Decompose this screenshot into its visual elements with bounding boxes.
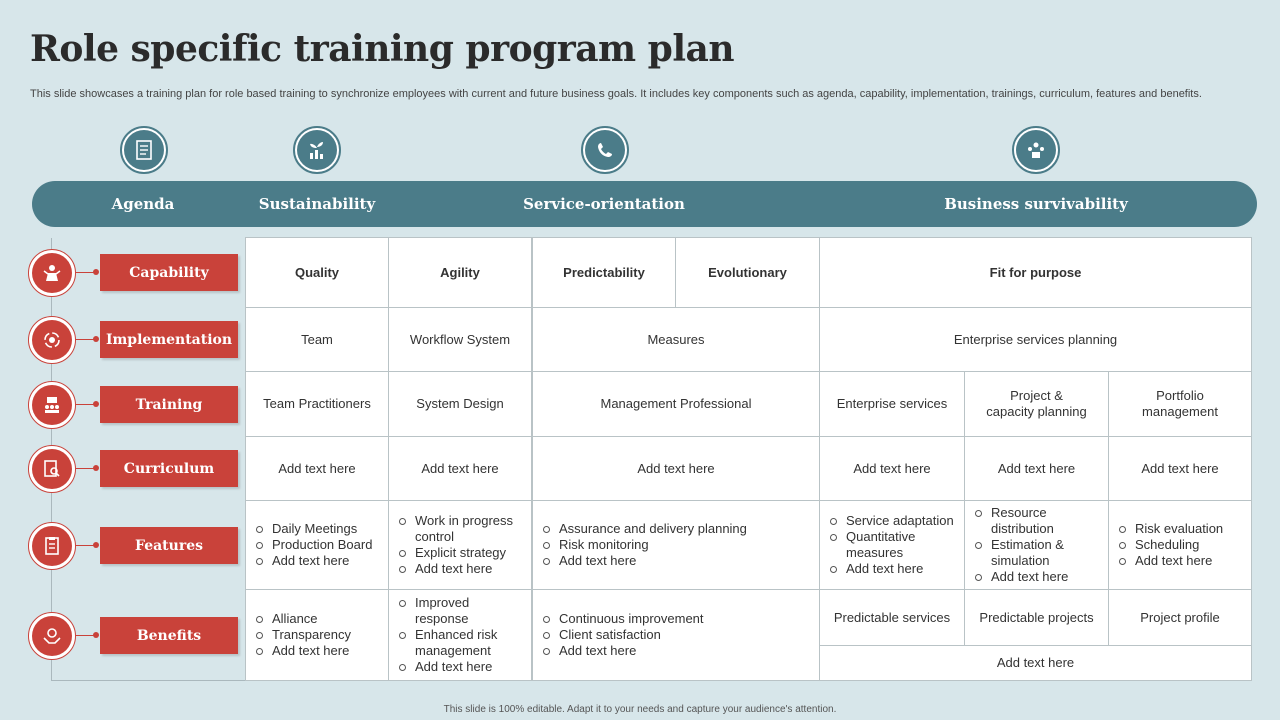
cell-predictable-services: Predictable services xyxy=(819,589,965,646)
phone-support-icon xyxy=(581,126,629,174)
list-item: Add text here xyxy=(973,569,1102,585)
checklist-icon xyxy=(120,126,168,174)
cell-quality: Quality xyxy=(245,237,389,308)
list-item: Resource distribution xyxy=(973,505,1102,537)
connector-line-bottom xyxy=(51,680,246,681)
header-sustainability: Sustainability xyxy=(258,195,376,213)
cell-benefits-1 xyxy=(245,589,389,681)
list-item: Add text here xyxy=(1117,553,1223,569)
list-item: Explicit strategy xyxy=(397,545,525,561)
cell-features-6 xyxy=(1108,500,1252,590)
list-item: Add text here xyxy=(828,561,958,577)
list-item: Daily Meetings xyxy=(254,521,372,537)
list-item: Transparency xyxy=(254,627,351,643)
list-item: Client satisfaction xyxy=(541,627,704,643)
cell-portfolio-management xyxy=(1108,371,1252,437)
cell-measures: Measures xyxy=(532,307,820,372)
capability-person-icon xyxy=(28,249,76,297)
cell-predictability: Predictability xyxy=(532,237,676,308)
row-dot xyxy=(93,401,99,407)
list-item: Work in progress control xyxy=(397,513,525,545)
cell-curriculum-3: Add text here xyxy=(532,436,820,501)
cell-text: management xyxy=(1142,404,1218,419)
list-item: Add text here xyxy=(397,561,525,577)
list-item: Assurance and delivery planning xyxy=(541,521,747,537)
cell-benefits-bottom: Add text here xyxy=(819,645,1252,681)
list-item: Estimation & simulation xyxy=(973,537,1102,569)
row-dot xyxy=(93,542,99,548)
cell-text: Project & xyxy=(1010,388,1063,403)
hands-care-icon xyxy=(28,612,76,660)
cell-predictable-projects: Predictable projects xyxy=(964,589,1109,646)
cell-fit-for-purpose: Fit for purpose xyxy=(819,237,1252,308)
plant-growth-icon xyxy=(293,126,341,174)
training-plan-table xyxy=(245,237,1252,681)
cell-benefits-2 xyxy=(388,589,532,681)
team-network-icon xyxy=(1012,126,1060,174)
list-item: Continuous improvement xyxy=(541,611,704,627)
cell-agility: Agility xyxy=(388,237,532,308)
cell-system-design: System Design xyxy=(388,371,532,437)
row-dot xyxy=(93,465,99,471)
cell-features-5 xyxy=(964,500,1109,590)
row-label-capability: Capability xyxy=(100,254,238,291)
cell-team: Team xyxy=(245,307,389,372)
list-item: Add text here xyxy=(254,553,372,569)
cell-features-4 xyxy=(819,500,965,590)
cell-workflow-system: Workflow System xyxy=(388,307,532,372)
list-item: Scheduling xyxy=(1117,537,1223,553)
cell-features-3 xyxy=(532,500,820,590)
footer-note: This slide is 100% editable. Adapt it to your needs and capture your audience's attention. xyxy=(443,704,837,715)
cycle-gear-icon xyxy=(28,316,76,364)
cell-enterprise-services: Enterprise services xyxy=(819,371,965,437)
row-label-curriculum: Curriculum xyxy=(100,450,238,487)
cell-curriculum-6: Add text here xyxy=(1108,436,1252,501)
cell-curriculum-1: Add text here xyxy=(245,436,389,501)
list-item: Production Board xyxy=(254,537,372,553)
clipboard-list-icon xyxy=(28,522,76,570)
header-business-survivability: Business survivability xyxy=(944,195,1128,213)
header-service-orientation: Service-orientation xyxy=(523,195,685,213)
list-item: Add text here xyxy=(254,643,351,659)
header-agenda: Agenda xyxy=(111,195,175,213)
list-item: Add text here xyxy=(397,659,525,675)
page-title: Role specific training program plan xyxy=(30,28,735,70)
list-item: Add text here xyxy=(541,553,747,569)
cell-features-2 xyxy=(388,500,532,590)
cell-curriculum-4: Add text here xyxy=(819,436,965,501)
cell-text: Portfolio xyxy=(1156,388,1204,403)
cell-project-capacity xyxy=(964,371,1109,437)
row-dot xyxy=(93,336,99,342)
row-label-features: Features xyxy=(100,527,238,564)
cell-features-1 xyxy=(245,500,389,590)
list-item: Alliance xyxy=(254,611,351,627)
document-search-icon xyxy=(28,445,76,493)
cell-team-practitioners: Team Practitioners xyxy=(245,371,389,437)
list-item: Improved response xyxy=(397,595,525,627)
list-item: Add text here xyxy=(541,643,704,659)
row-label-benefits: Benefits xyxy=(100,617,238,654)
header-banner xyxy=(32,181,1257,227)
row-label-training: Training xyxy=(100,386,238,423)
cell-benefits-3 xyxy=(532,589,820,681)
cell-curriculum-5: Add text here xyxy=(964,436,1109,501)
cell-project-profile: Project profile xyxy=(1108,589,1252,646)
cell-management-professional: Management Professional xyxy=(532,371,820,437)
page-subtitle: This slide showcases a training plan for role based training to synchronize employees with current and future business goals. It includes key components such as agenda, capability, implementation, trainings, curriculum, features and benefits. xyxy=(30,88,1202,100)
list-item: Quantitative measures xyxy=(828,529,958,561)
presentation-group-icon xyxy=(28,381,76,429)
list-item: Risk monitoring xyxy=(541,537,747,553)
row-label-implementation: Implementation xyxy=(100,321,238,358)
list-item: Service adaptation xyxy=(828,513,958,529)
list-item: Risk evaluation xyxy=(1117,521,1223,537)
cell-curriculum-2: Add text here xyxy=(388,436,532,501)
row-dot xyxy=(93,269,99,275)
cell-text: capacity planning xyxy=(986,404,1087,419)
cell-evolutionary: Evolutionary xyxy=(675,237,820,308)
cell-enterprise-planning: Enterprise services planning xyxy=(819,307,1252,372)
row-dot xyxy=(93,632,99,638)
list-item: Enhanced risk management xyxy=(397,627,525,659)
